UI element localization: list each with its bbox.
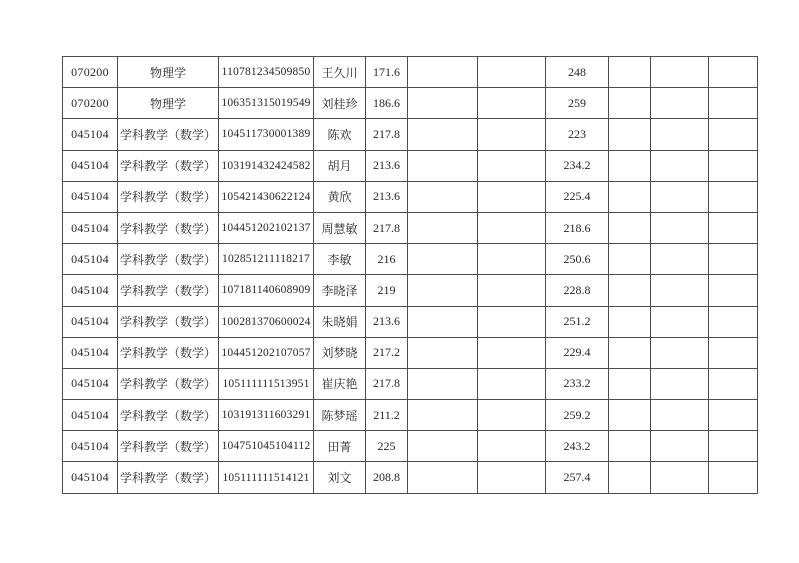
table-cell: 070200 bbox=[63, 88, 118, 119]
table-cell bbox=[478, 462, 546, 493]
table-cell bbox=[478, 181, 546, 212]
table-cell bbox=[478, 306, 546, 337]
table-cell: 李晓泽 bbox=[314, 275, 366, 306]
table-cell: 259.2 bbox=[546, 400, 609, 431]
table-cell bbox=[478, 212, 546, 243]
table-cell bbox=[408, 368, 478, 399]
table-cell bbox=[609, 88, 651, 119]
table-cell bbox=[408, 119, 478, 150]
table-cell: 234.2 bbox=[546, 150, 609, 181]
table-cell: 045104 bbox=[63, 212, 118, 243]
table-cell: 刘梦晓 bbox=[314, 337, 366, 368]
table-cell: 学科教学（数学） bbox=[118, 368, 219, 399]
table-cell bbox=[709, 431, 758, 462]
table-cell: 物理学 bbox=[118, 57, 219, 88]
table-cell: 218.6 bbox=[546, 212, 609, 243]
table-cell: 243.2 bbox=[546, 431, 609, 462]
table-cell: 045104 bbox=[63, 431, 118, 462]
table-cell: 045104 bbox=[63, 150, 118, 181]
table-cell: 045104 bbox=[63, 275, 118, 306]
table-cell: 217.8 bbox=[366, 368, 408, 399]
table-cell: 251.2 bbox=[546, 306, 609, 337]
table-cell: 110781234509850 bbox=[219, 57, 314, 88]
table-cell bbox=[651, 212, 709, 243]
table-cell: 学科教学（数学） bbox=[118, 462, 219, 493]
table-row bbox=[63, 150, 758, 181]
table-cell bbox=[478, 400, 546, 431]
table-cell: 106351315019549 bbox=[219, 88, 314, 119]
table-cell: 213.6 bbox=[366, 150, 408, 181]
table-cell: 250.6 bbox=[546, 244, 609, 275]
table-cell bbox=[609, 275, 651, 306]
table-row bbox=[63, 212, 758, 243]
table-cell: 学科教学（数学） bbox=[118, 400, 219, 431]
table-cell: 233.2 bbox=[546, 368, 609, 399]
table-cell: 229.4 bbox=[546, 337, 609, 368]
table-cell bbox=[408, 400, 478, 431]
table-cell: 陈梦瑶 bbox=[314, 400, 366, 431]
table-cell: 104751045104112 bbox=[219, 431, 314, 462]
table-cell bbox=[709, 150, 758, 181]
table-cell bbox=[651, 368, 709, 399]
table-row bbox=[63, 431, 758, 462]
table-cell: 李敏 bbox=[314, 244, 366, 275]
table-cell bbox=[651, 88, 709, 119]
table-cell bbox=[609, 337, 651, 368]
table-cell: 259 bbox=[546, 88, 609, 119]
table-cell bbox=[651, 462, 709, 493]
table-cell: 219 bbox=[366, 275, 408, 306]
table-cell bbox=[408, 212, 478, 243]
table-cell bbox=[709, 119, 758, 150]
table-cell: 045104 bbox=[63, 244, 118, 275]
table-cell: 周慧敏 bbox=[314, 212, 366, 243]
table-cell: 248 bbox=[546, 57, 609, 88]
table-cell bbox=[478, 337, 546, 368]
table-cell bbox=[609, 57, 651, 88]
table-cell: 208.8 bbox=[366, 462, 408, 493]
table-cell bbox=[609, 400, 651, 431]
table-cell: 216 bbox=[366, 244, 408, 275]
table-cell: 213.6 bbox=[366, 306, 408, 337]
table-cell bbox=[609, 212, 651, 243]
table-cell bbox=[709, 368, 758, 399]
table-cell bbox=[478, 88, 546, 119]
results-table-body bbox=[63, 57, 758, 494]
table-cell bbox=[408, 150, 478, 181]
table-cell: 103191311603291 bbox=[219, 400, 314, 431]
table-cell bbox=[651, 181, 709, 212]
table-cell: 045104 bbox=[63, 400, 118, 431]
table-row bbox=[63, 462, 758, 493]
table-cell: 胡月 bbox=[314, 150, 366, 181]
table-cell bbox=[408, 337, 478, 368]
table-cell: 070200 bbox=[63, 57, 118, 88]
table-row bbox=[63, 244, 758, 275]
table-cell bbox=[408, 57, 478, 88]
table-cell: 田菁 bbox=[314, 431, 366, 462]
table-cell: 学科教学（数学） bbox=[118, 306, 219, 337]
table-cell: 学科教学（数学） bbox=[118, 150, 219, 181]
table-cell: 105111111513951 bbox=[219, 368, 314, 399]
table-cell: 学科教学（数学） bbox=[118, 119, 219, 150]
table-row bbox=[63, 181, 758, 212]
table-cell: 045104 bbox=[63, 337, 118, 368]
table-cell: 217.8 bbox=[366, 212, 408, 243]
table-cell: 朱晓娟 bbox=[314, 306, 366, 337]
table-cell: 213.6 bbox=[366, 181, 408, 212]
table-cell bbox=[478, 150, 546, 181]
table-row bbox=[63, 275, 758, 306]
table-cell: 045104 bbox=[63, 181, 118, 212]
table-cell bbox=[408, 244, 478, 275]
table-cell bbox=[408, 462, 478, 493]
table-cell bbox=[651, 275, 709, 306]
table-cell bbox=[478, 275, 546, 306]
table-cell: 104451202107057 bbox=[219, 337, 314, 368]
table-cell bbox=[651, 400, 709, 431]
table-cell: 257.4 bbox=[546, 462, 609, 493]
table-cell: 学科教学（数学） bbox=[118, 337, 219, 368]
table-cell bbox=[478, 244, 546, 275]
table-cell bbox=[651, 337, 709, 368]
table-row bbox=[63, 400, 758, 431]
table-cell bbox=[478, 57, 546, 88]
table-cell: 045104 bbox=[63, 119, 118, 150]
table-cell bbox=[609, 181, 651, 212]
table-row bbox=[63, 57, 758, 88]
table-cell: 刘桂珍 bbox=[314, 88, 366, 119]
table-cell: 陈欢 bbox=[314, 119, 366, 150]
table-cell bbox=[709, 306, 758, 337]
table-cell: 学科教学（数学） bbox=[118, 244, 219, 275]
table-cell: 104451202102137 bbox=[219, 212, 314, 243]
table-cell bbox=[651, 244, 709, 275]
table-cell: 103191432424582 bbox=[219, 150, 314, 181]
table-cell bbox=[709, 181, 758, 212]
table-cell bbox=[609, 462, 651, 493]
table-cell: 107181140608909 bbox=[219, 275, 314, 306]
table-row bbox=[63, 337, 758, 368]
table-cell bbox=[709, 400, 758, 431]
table-cell: 崔庆艳 bbox=[314, 368, 366, 399]
table-cell bbox=[609, 368, 651, 399]
table-cell bbox=[609, 306, 651, 337]
table-cell bbox=[408, 306, 478, 337]
table-cell bbox=[651, 150, 709, 181]
table-row bbox=[63, 306, 758, 337]
table-cell bbox=[478, 119, 546, 150]
table-cell: 045104 bbox=[63, 462, 118, 493]
table-row bbox=[63, 368, 758, 399]
table-cell: 223 bbox=[546, 119, 609, 150]
table-cell bbox=[651, 431, 709, 462]
table-cell: 学科教学（数学） bbox=[118, 275, 219, 306]
table-cell bbox=[408, 431, 478, 462]
table-cell: 物理学 bbox=[118, 88, 219, 119]
table-cell: 045104 bbox=[63, 306, 118, 337]
table-cell: 105421430622124 bbox=[219, 181, 314, 212]
table-cell: 105111111514121 bbox=[219, 462, 314, 493]
table-cell bbox=[408, 88, 478, 119]
table-cell bbox=[651, 306, 709, 337]
table-cell bbox=[709, 337, 758, 368]
results-table bbox=[62, 56, 758, 494]
table-cell bbox=[709, 462, 758, 493]
table-cell bbox=[709, 88, 758, 119]
table-cell bbox=[709, 275, 758, 306]
table-cell bbox=[478, 368, 546, 399]
table-cell bbox=[408, 275, 478, 306]
table-cell: 225.4 bbox=[546, 181, 609, 212]
table-cell: 学科教学（数学） bbox=[118, 212, 219, 243]
table-row bbox=[63, 88, 758, 119]
table-cell: 100281370600024 bbox=[219, 306, 314, 337]
table-cell bbox=[609, 431, 651, 462]
table-cell bbox=[609, 119, 651, 150]
table-cell bbox=[651, 119, 709, 150]
table-cell: 王久川 bbox=[314, 57, 366, 88]
table-cell: 黄欣 bbox=[314, 181, 366, 212]
table-cell: 228.8 bbox=[546, 275, 609, 306]
table-cell bbox=[609, 244, 651, 275]
table-cell bbox=[651, 57, 709, 88]
table-cell bbox=[408, 181, 478, 212]
table-cell bbox=[709, 57, 758, 88]
table-cell: 186.6 bbox=[366, 88, 408, 119]
table-cell bbox=[709, 212, 758, 243]
table-cell: 171.6 bbox=[366, 57, 408, 88]
table-cell: 225 bbox=[366, 431, 408, 462]
table-cell bbox=[478, 431, 546, 462]
table-cell: 学科教学（数学） bbox=[118, 181, 219, 212]
table-cell: 217.2 bbox=[366, 337, 408, 368]
table-cell bbox=[609, 150, 651, 181]
table-cell bbox=[709, 244, 758, 275]
table-cell: 217.8 bbox=[366, 119, 408, 150]
table-cell: 104511730001389 bbox=[219, 119, 314, 150]
table-cell: 刘文 bbox=[314, 462, 366, 493]
table-cell: 211.2 bbox=[366, 400, 408, 431]
table-row bbox=[63, 119, 758, 150]
table-cell: 045104 bbox=[63, 368, 118, 399]
table-cell: 102851211118217 bbox=[219, 244, 314, 275]
table-cell: 学科教学（数学） bbox=[118, 431, 219, 462]
